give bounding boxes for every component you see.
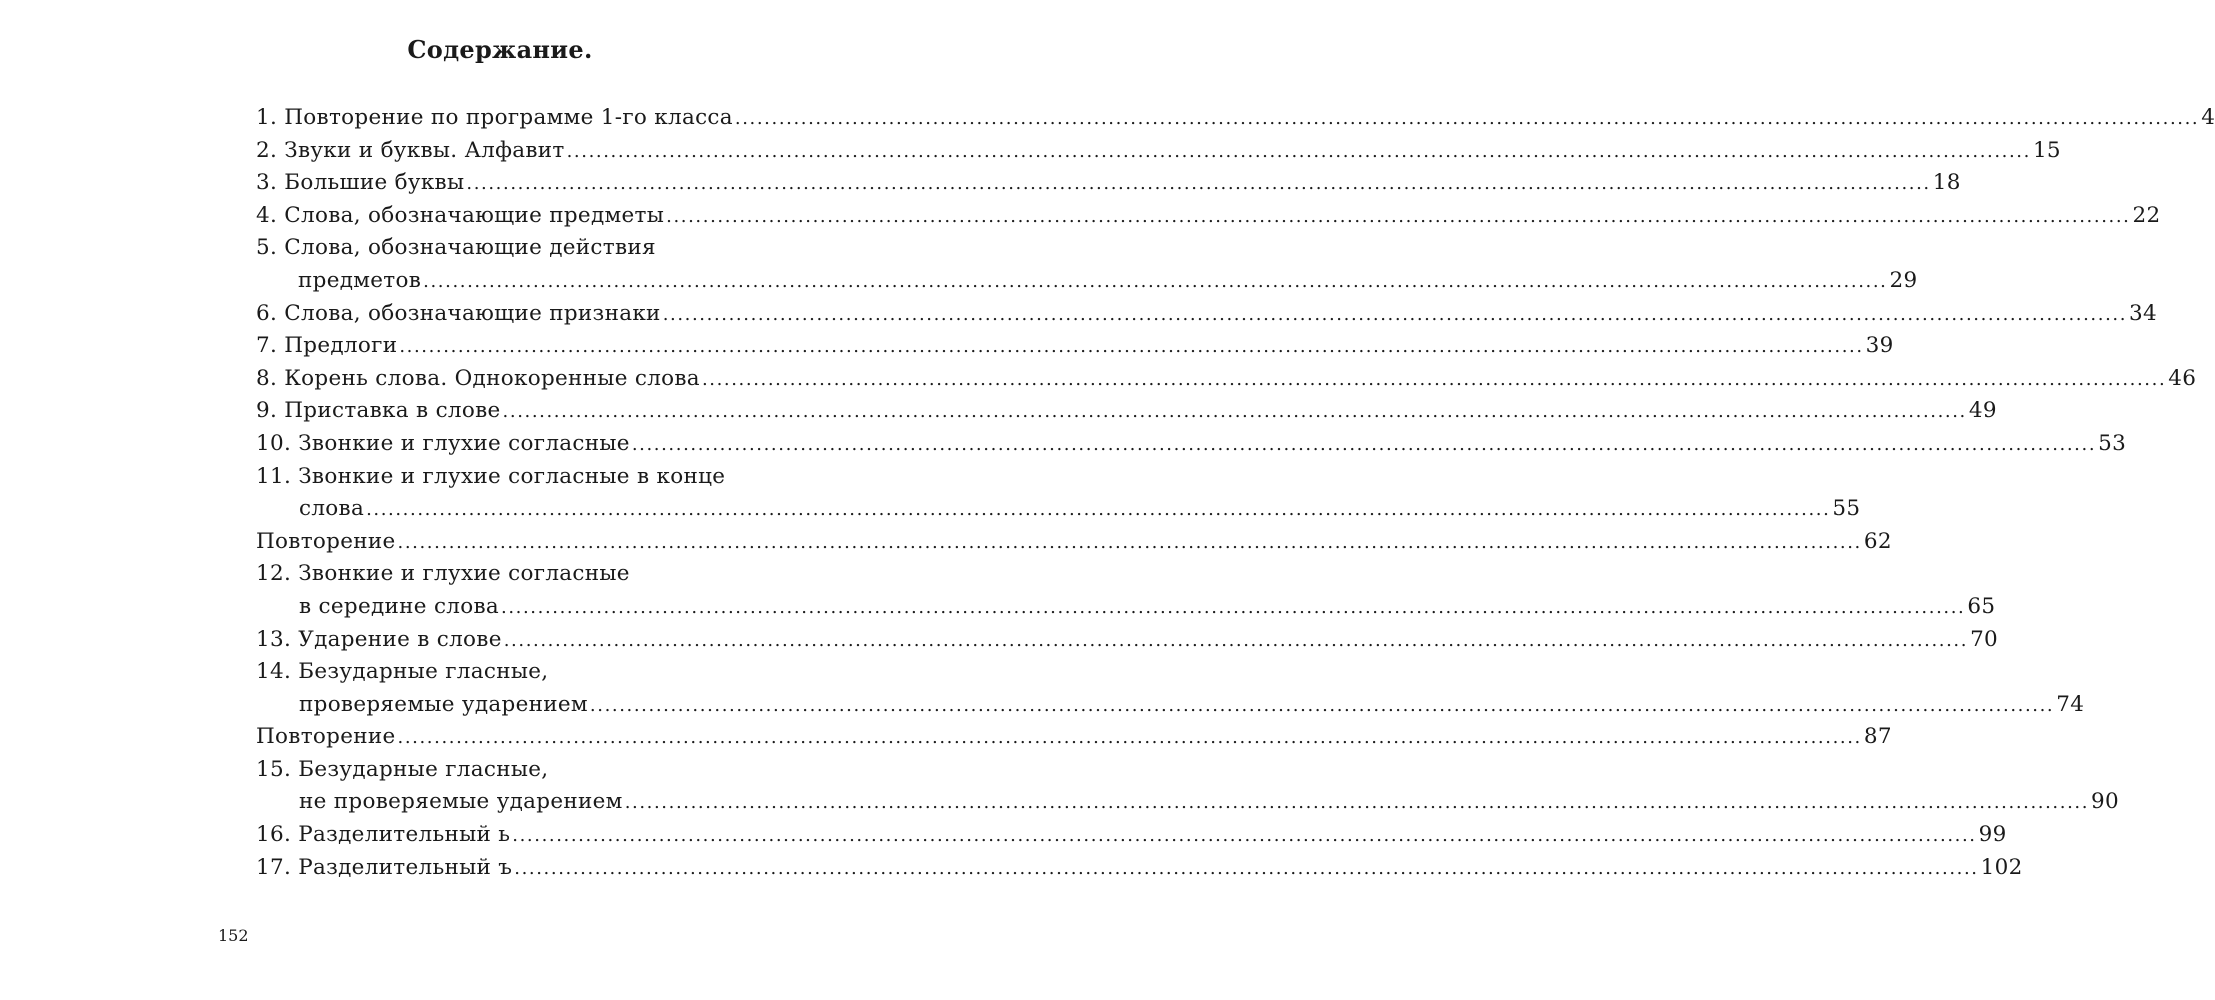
toc-entry-title: слова [299,496,365,522]
toc-entry [256,135,2061,168]
toc-page-number: 62 [1863,528,1892,554]
page-number: 152 [218,926,249,945]
dot-leader: ........................................................................................................................................................................................................ [734,108,2200,129]
toc-entry-line [256,428,2127,461]
dot-leader: ........................................................................................................................................................................................................ [631,433,2097,455]
toc-entry-title: Повторение [256,528,396,554]
dot-leader: ........................................................................................................................................................................................................ [666,205,2131,227]
toc-page-number: 74 [2056,691,2085,717]
toc-entry-line [256,395,1997,428]
toc-entry-line [256,526,1892,559]
toc-entry [256,167,1961,200]
toc-entry-title: не проверяемые ударением [299,789,623,815]
toc-entry-line [256,754,784,787]
dot-leader: ........................................................................................................................................................................................................ [566,140,2031,162]
toc-entry-continuation [256,493,1861,526]
toc-entry-title: 16. Разделительный ь [256,822,511,848]
dot-leader: ........................................................................................................................................................................................................ [624,792,2090,814]
toc-entry-title: 2. Звуки и буквы. Алфавит [256,137,565,163]
dot-leader: ........................................................................................................................................................................................................ [662,303,2128,325]
toc-entry-line [256,167,1961,200]
toc-entry-title: 11. Звонкие и глухие согласные в конце [256,463,726,489]
dot-leader: ........................................................................................................................................................................................................ [466,173,1931,195]
toc-entry-title: 14. Безударные гласные, [256,659,549,685]
toc-entry-continuation [256,265,1918,298]
toc-entry-title: 15. Безударные гласные, [256,756,549,782]
toc-entry-continuation [256,689,2085,722]
dot-leader: ........................................................................................................................................................................................................ [701,368,2167,390]
toc-entry [256,363,2197,396]
toc-entry-line [256,558,784,591]
toc-entry-title: 12. Звонкие и глухие согласные [256,561,630,587]
toc-entry [256,852,2023,885]
toc-entry-title: 13. Ударение в слове [256,626,502,652]
dot-leader: ........................................................................................................................................................................................................ [514,857,1979,879]
toc-entry [256,754,2120,819]
toc-entry-title: 4. Слова, обозначающие предметы [256,202,665,228]
toc-entry-line [256,200,2161,233]
toc-entry-line [256,656,784,689]
dot-leader: ........................................................................................................................................................................................................ [501,596,1966,618]
toc-entry [256,819,2007,852]
page-title: Содержание. [407,35,593,64]
toc-page-number: 22 [2132,202,2161,228]
toc-entry-continuation [256,591,1996,624]
toc-page-number: 39 [1865,333,1894,359]
toc-entry [256,558,1996,623]
toc-entry [256,624,1999,657]
dot-leader: ........................................................................................................................................................................................................ [366,499,1831,521]
toc-entry [256,428,2127,461]
toc-entry [256,656,2085,721]
toc-entry-title: 10. Звонкие и глухие согласные [256,430,630,456]
toc-entry-title: 1. Повторение по программе 1-го класса [256,105,733,130]
toc-entry-line [256,624,1999,657]
toc-page-number: 18 [1932,170,1961,196]
toc-entry-line [256,461,784,494]
toc-page-number: 29 [1889,267,1918,293]
toc-page-number: 46 [2168,365,2197,391]
toc-entry [256,102,2215,135]
toc-entry-title: проверяемые ударением [299,691,588,717]
toc-entry [256,395,1997,428]
toc-entry [256,200,2161,233]
dot-leader: ........................................................................................................................................................................................................ [397,531,1862,553]
toc-entry-title: 5. Слова, обозначающие действия [256,235,656,261]
toc-page-number: 34 [2129,300,2158,326]
toc-entry-line [256,330,1894,363]
toc-entry-title: предметов [298,267,422,293]
toc-entry-title: 17. Разделительный ъ [256,854,513,880]
toc-page-number: 4 [2201,105,2215,130]
toc-page-number: 15 [2032,137,2061,163]
toc-entry-line [256,298,2158,331]
toc-entry-line [256,135,2061,168]
toc-page-number: 65 [1967,593,1996,619]
toc-entry-line [256,819,2007,852]
toc-entry-line [256,363,2197,396]
toc-page-number: 102 [1980,854,2023,880]
toc-page-number: 55 [1832,496,1861,522]
toc-entry-title: в середине слова [299,593,500,619]
toc-entry [256,298,2158,331]
dot-leader: ........................................................................................................................................................................................................ [589,694,2055,716]
dot-leader: ........................................................................................................................................................................................................ [423,270,1888,292]
toc-entry-line [256,721,1892,754]
toc-entry-title: 6. Слова, обозначающие признаки [256,300,661,326]
toc-entry-title: 3. Большие буквы [256,170,465,196]
dot-leader: ........................................................................................................................................................................................................ [502,401,1967,423]
toc-page-number: 87 [1863,724,1892,750]
toc-entry-title: 8. Корень слова. Однокоренные слова [256,365,700,391]
toc-entry-line [256,232,784,265]
toc-entry [256,330,1894,363]
dot-leader: ........................................................................................................................................................................................................ [399,336,1864,358]
toc-page-number: 53 [2098,430,2127,456]
table-of-contents [256,102,2215,884]
toc-entry-line [256,852,2023,885]
toc-entry-title: 7. Предлоги [256,333,398,359]
toc-page-number: 49 [1968,398,1997,424]
toc-entry [256,526,1892,559]
dot-leader: ........................................................................................................................................................................................................ [503,629,1969,651]
toc-page-number: 70 [1970,626,1999,652]
toc-page-number: 99 [1978,822,2007,848]
toc-entry-continuation [256,786,2120,819]
toc-entry-title: 9. Приставка в слове [256,398,501,424]
toc-page-number: 90 [2091,789,2120,815]
toc-entry [256,461,1861,526]
toc-entry-title: Повторение [256,724,396,750]
toc-entry [256,232,1918,297]
toc-entry [256,721,1892,754]
toc-entry-line [256,102,2215,135]
dot-leader: ........................................................................................................................................................................................................ [512,825,1977,847]
dot-leader: ........................................................................................................................................................................................................ [397,727,1862,749]
